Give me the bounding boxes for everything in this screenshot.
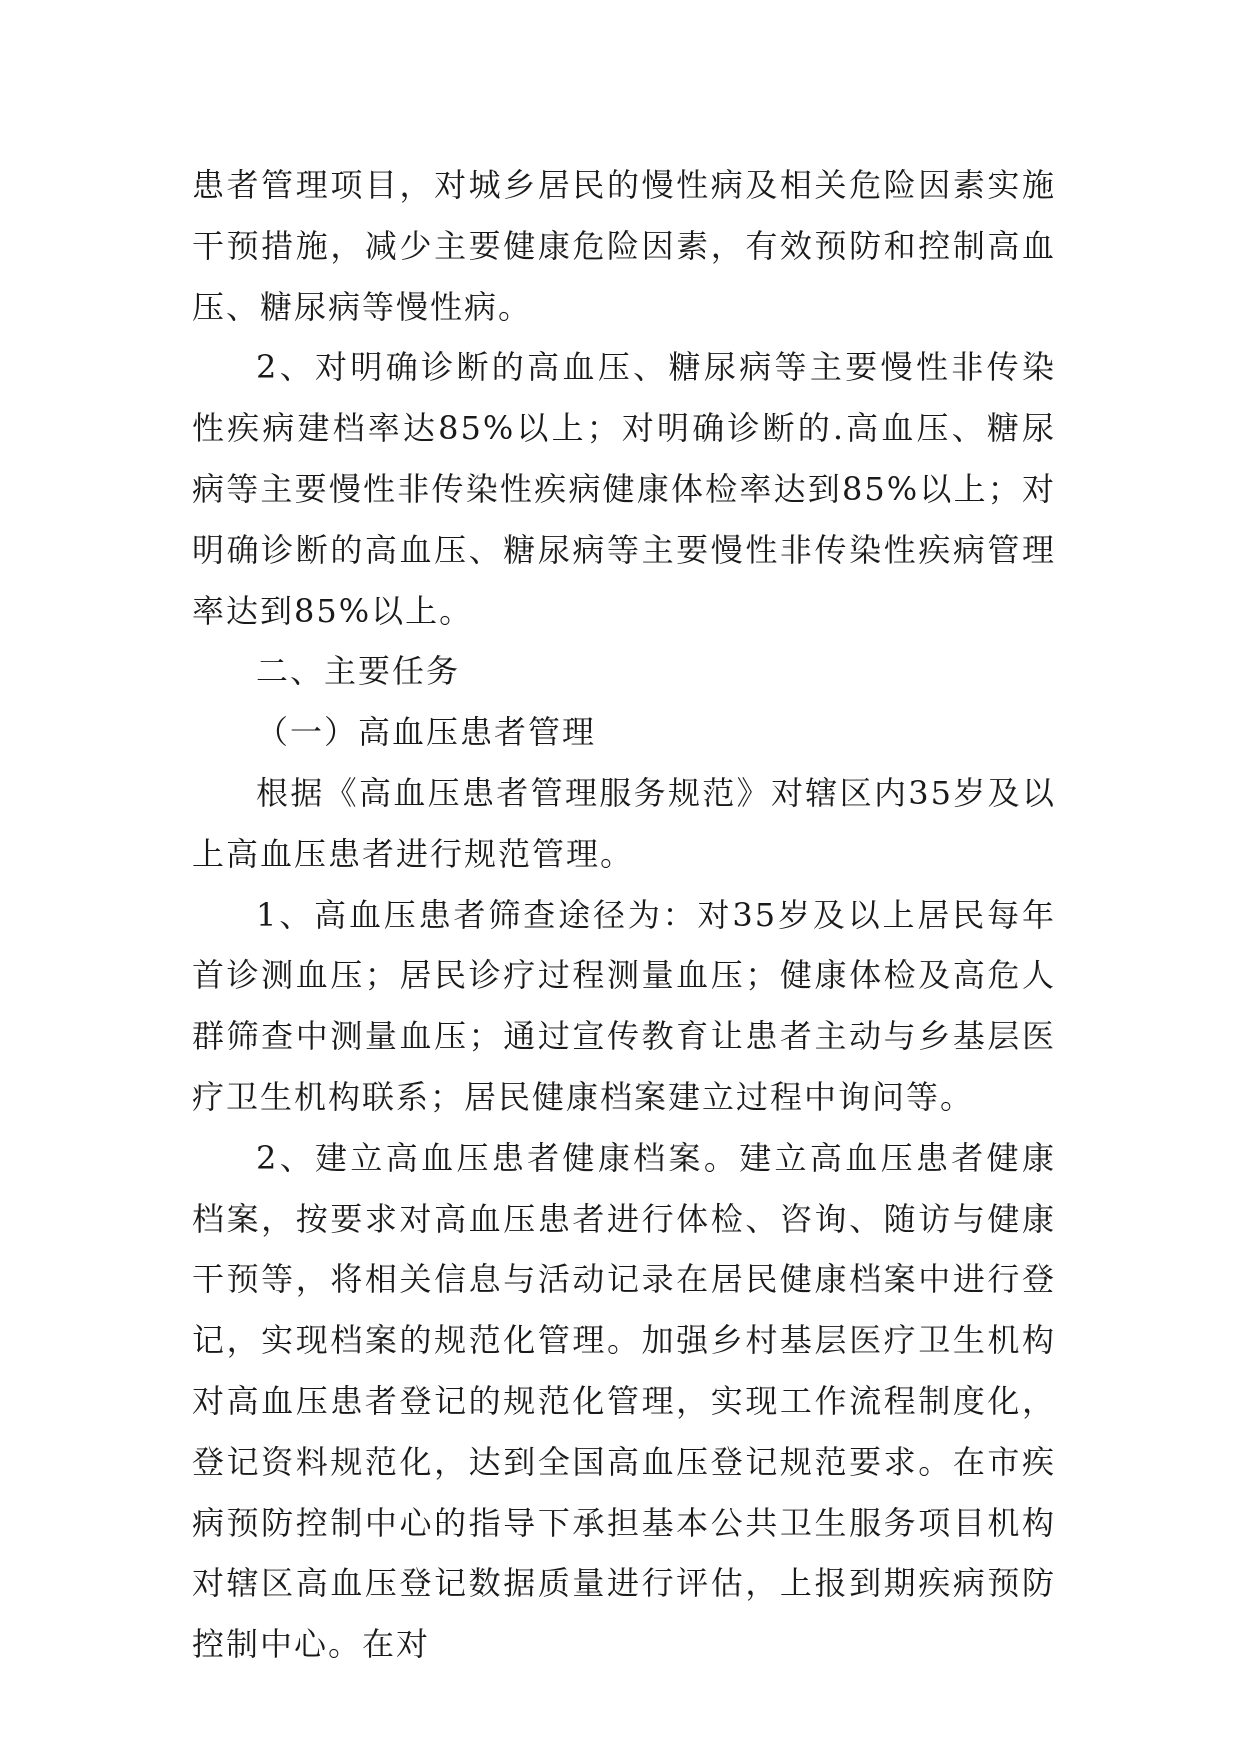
document-body (192, 155, 1056, 1675)
section-heading-main-tasks: 二、主要任务 (256, 652, 461, 691)
paragraph-intro-continuation: 患者管理项目，对城乡居民的慢性病及相关危险因素实施干预措施，减少主要健康危险因素，有效预防和控制高血压、糖尿病等慢性病。 (192, 166, 1056, 326)
paragraph-health-records: 2、建立高血压患者健康档案。建立高血压患者健康档案，按要求对高血压患者进行体检、咨询、随访与健康干预等，将相关信息与活动记录在居民健康档案中进行登记，实现档案的规范化管理。加强乡村基层医疗卫生机构对高血压患者登记的规范化管理，实现工作流程制度化，登记资料规范化，达到全国高血压登记规范要求。在市疾病预防控制中心的指导下承担基本公共卫生服务项目机构对辖区高血压登记数据质量进行评估，上报到期疾病预防控制中心。在对 (192, 1138, 1056, 1664)
paragraph-target-rates: 2、对明确诊断的高血压、糖尿病等主要慢性非传染性疾病建档率达85%以上；对明确诊断的.高血压、糖尿病等主要慢性非传染性疾病健康体检率达到85%以上；对明确诊断的高血压、糖尿病等主要慢性非传染性疾病管理率达到85%以上。 (192, 348, 1056, 630)
subsection-heading-hypertension: （一）高血压患者管理 (256, 713, 597, 752)
paragraph-management-basis: 根据《高血压患者管理服务规范》对辖区内35岁及以上高血压患者进行规范管理。 (192, 773, 1056, 873)
paragraph-screening-methods: 1、高血压患者筛查途径为：对35岁及以上居民每年首诊测血压；居民诊疗过程测量血压；健康体检及高危人群筛查中测量血压；通过宣传教育让患者主动与乡基层医疗卫生机构联系；居民健康档案建立过程中询问等。 (192, 895, 1056, 1116)
